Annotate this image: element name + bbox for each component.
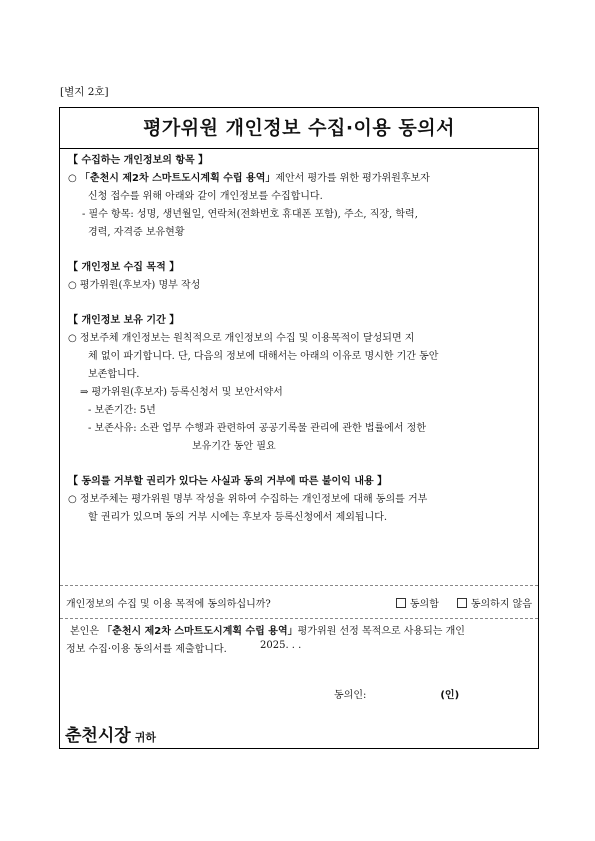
section-refusal-line1: ○ 정보주체는 평가위원 명부 작성을 위하여 수집하는 개인정보에 대해 동의를 거부 bbox=[68, 494, 428, 505]
addressee-honorific: 귀하 bbox=[134, 731, 156, 744]
form-title: 평가위원 개인정보 수집·이용 동의서 bbox=[60, 108, 538, 149]
declaration-prefix: 본인은 bbox=[70, 626, 103, 637]
section-retention-line5: - 보존기간: 5년 bbox=[88, 405, 156, 416]
items-line1-suffix: 제안서 평가를 위한 평가위원후보자 bbox=[275, 173, 430, 184]
section-items-line1 bbox=[68, 170, 530, 188]
section-items-heading: 【 수집하는 개인정보의 항목 】 bbox=[68, 155, 209, 166]
signature-stamp: (인) bbox=[440, 690, 460, 701]
section-retention-line4: ⇒ 평가위원(후보자) 등록신청서 및 보안서약서 bbox=[80, 387, 283, 398]
section-refusal-line2: 할 권리가 있으며 동의 거부 시에는 후보자 등록신청에서 제외됩니다. bbox=[88, 512, 388, 523]
form-body bbox=[60, 149, 538, 586]
addressee-name: 춘천시장 bbox=[65, 726, 131, 746]
section-refusal-heading: 【 동의를 거부할 권리가 있다는 사실과 동의 거부에 따른 불이익 내용 】 bbox=[68, 476, 388, 487]
declaration-line2: 정보 수집·이용 동의서를 제출합니다. bbox=[66, 644, 227, 655]
consent-question: 개인정보의 수집 및 이용 목적에 동의하십니까? bbox=[66, 598, 271, 610]
section-items-line4: 경력, 자격증 보유현황 bbox=[88, 227, 185, 238]
disagree-label: 동의하지 않음 bbox=[470, 598, 532, 610]
section-purpose-heading: 【 개인정보 수집 목적 】 bbox=[68, 262, 180, 273]
section-retention-line1: ○ 정보주체 개인정보는 원칙적으로 개인정보의 수집 및 이용목적이 달성되면 지 bbox=[68, 333, 415, 344]
section-items-line3: - 필수 항목: 성명, 생년월일, 연락처(전화번호 휴대폰 포함), 주소, 직장, 학력, bbox=[82, 209, 418, 220]
declaration bbox=[60, 619, 538, 659]
section-retention-line3: 보존합니다. bbox=[88, 369, 140, 380]
consent-question-row bbox=[60, 586, 538, 619]
signature-row bbox=[334, 686, 459, 701]
bullet: ○ bbox=[68, 173, 80, 184]
declaration-suffix: 평가위원 선정 목적으로 사용되는 개인 bbox=[297, 626, 465, 637]
declaration-project-name: 「춘천시 제2차 스마트도시계획 수립 용역」 bbox=[102, 626, 298, 637]
disagree-checkbox[interactable] bbox=[457, 598, 467, 608]
section-retention-line2: 체 없이 파기합니다. 단, 다음의 정보에 대해서는 아래의 이유로 명시한 기간 동안 bbox=[88, 351, 439, 362]
agree-option[interactable] bbox=[396, 595, 439, 610]
agree-checkbox[interactable] bbox=[396, 598, 406, 608]
project-name: 「춘천시 제2차 스마트도시계획 수립 용역」 bbox=[79, 173, 276, 184]
signature-label: 동의인: bbox=[334, 690, 367, 701]
section-retention-heading: 【 개인정보 보유 기간 】 bbox=[68, 315, 180, 326]
section-purpose-line1: ○ 평가위원(후보자) 명부 작성 bbox=[68, 280, 201, 291]
consent-form bbox=[59, 107, 539, 749]
section-items-line2: 신청 접수를 위해 아래와 같이 개인정보를 수집합니다. bbox=[88, 191, 323, 202]
disagree-option[interactable] bbox=[457, 595, 532, 610]
attachment-label: [별지 2호] bbox=[60, 86, 109, 98]
section-retention-line7: 보유기간 동안 필요 bbox=[192, 441, 276, 452]
submission-date: 2025. . . bbox=[260, 640, 302, 651]
section-retention-line6: - 보존사유: 소관 업무 수행과 관련하여 공공기록물 관리에 관한 법률에서 정한 bbox=[88, 423, 426, 434]
addressee bbox=[65, 721, 156, 746]
agree-label: 동의함 bbox=[409, 598, 439, 610]
